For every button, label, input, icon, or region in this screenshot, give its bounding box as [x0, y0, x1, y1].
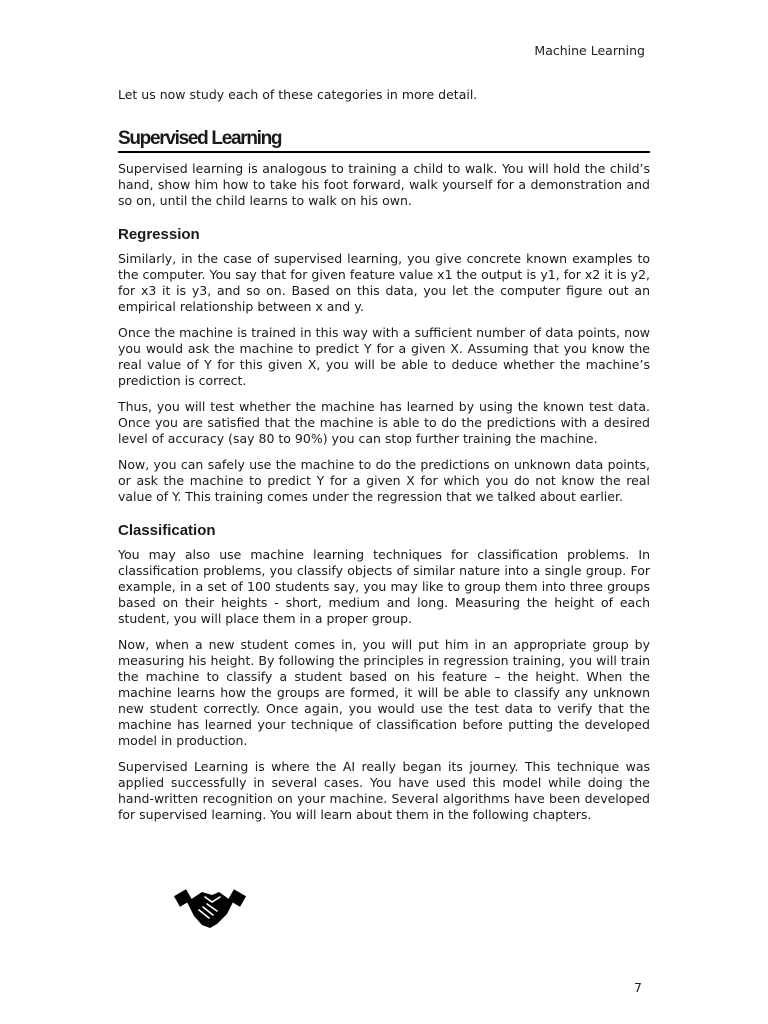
running-header: Machine Learning — [534, 43, 645, 58]
regression-paragraph-4: Now, you can safely use the machine to do the predictions on unknown data points, or ask the machine to predict Y for a given X for which you do not know the real value of Y. This training comes under the regression that we talked about earlier. — [118, 457, 650, 504]
classification-paragraph-1: You may also use machine learning techniques for classification problems. In classification problems, you classify objects of similar nature into a single group. For example, in a set of 100 students say, you may like to group them into three groups based on their heights - short, medium and long. Measuring the height of each student, you will place them in a proper group. — [118, 547, 650, 626]
regression-paragraph-3: Thus, you will test whether the machine has learned by using the known test data. Once you are satisfied that the machine is able to do the predictions with a desired level of accuracy (say 80 to 90%) you can stop further training the machine. — [118, 399, 650, 446]
handshake-icon — [172, 880, 248, 940]
regression-paragraph-1: Similarly, in the case of supervised learning, you give concrete known examples to the computer. You say that for given feature value x1 the output is y1, for x2 it is y2, for x3 it is y3, and so on. Based on this data, you let the computer figure out an empirical relationship between x and y. — [118, 251, 650, 314]
regression-paragraph-2: Once the machine is trained in this way with a sufficient number of data points, now you would ask the machine to predict Y for a given X. Assuming that you know the real value of Y for this given X, you will be able to deduce whether the machine’s prediction is correct. — [118, 325, 650, 388]
classification-paragraph-2: Now, when a new student comes in, you will put him in an appropriate group by measuring his height. By following the principles in regression training, you will train the machine to classify a student based on his feature – the height. When the machine learns how the groups are formed, it will be able to classify any unknown new student correctly. Once again, you would use the test data to verify that the machine has learned your technique of classification before putting the developed model in production. — [118, 637, 650, 748]
section-heading: Supervised Learning — [118, 128, 650, 153]
classification-paragraph-3: Supervised Learning is where the AI really began its journey. This technique was applied successfully in several cases. You have used this model while doing the hand-written recognition on your machine. Several algorithms have been developed for supervised learning. You will learn about them in the following chapters. — [118, 759, 650, 822]
intro-paragraph: Let us now study each of these categories in more detail. — [118, 87, 478, 102]
page-number: 7 — [634, 980, 642, 995]
page-content — [118, 87, 650, 833]
regression-heading: Regression — [118, 226, 200, 243]
section-intro-paragraph: Supervised learning is analogous to training a child to walk. You will hold the child’s hand, show him how to take his foot forward, walk yourself for a demonstration and so on, until the child learns to walk on his own. — [118, 161, 650, 208]
classification-heading: Classification — [118, 522, 216, 539]
